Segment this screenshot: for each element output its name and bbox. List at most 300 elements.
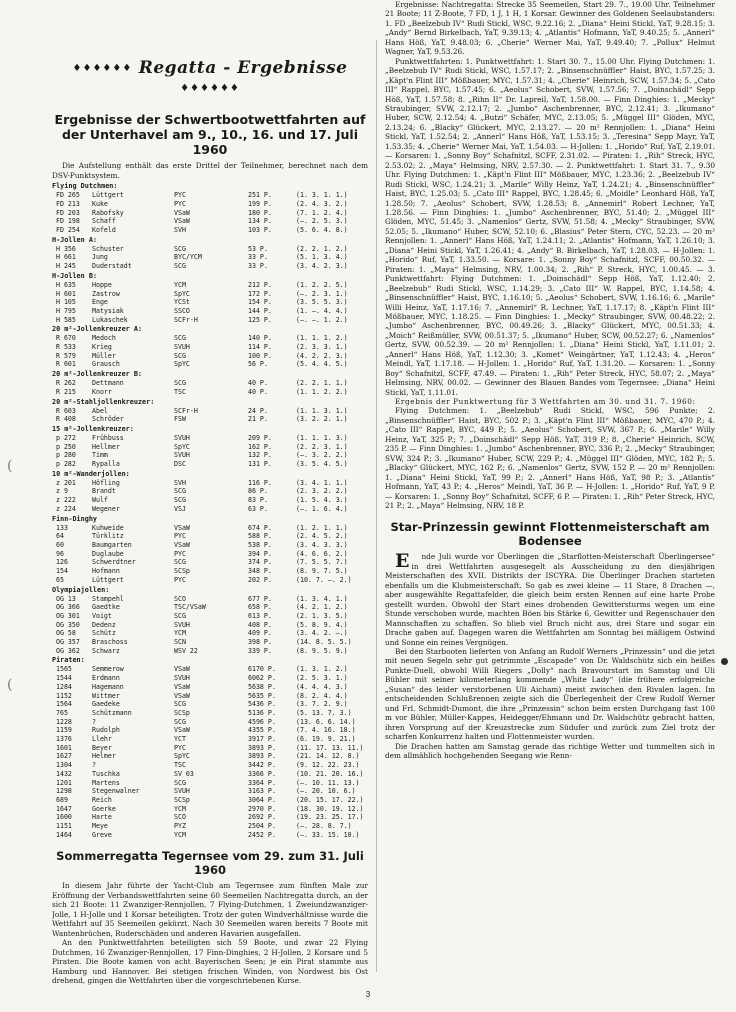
- article2-subheading: Ergebnis der Punktwertung für 3 Wettfahrten am 30. und 31. 7. 1960:: [395, 397, 696, 407]
- points: 132 P.: [248, 451, 272, 460]
- table-row: [52, 307, 368, 316]
- points: 53 P.: [248, 244, 268, 253]
- table-row: [52, 262, 368, 271]
- helmsman: Schwarz: [92, 646, 120, 655]
- table-row: [52, 805, 368, 814]
- placings: (10. 7. —. 2.): [296, 575, 352, 584]
- sail-number: H 661: [56, 253, 76, 262]
- sail-number: FD 265: [56, 191, 80, 200]
- class-heading: H-Jollen B:: [52, 271, 98, 280]
- helmsman: Rypalla: [92, 460, 120, 469]
- helmsman: Hagemann: [92, 682, 124, 691]
- placings: (5. 6. 4. 8.): [296, 226, 348, 234]
- helmsman: Martens: [92, 778, 120, 787]
- club: PYC: [174, 532, 186, 541]
- club: SVH: [174, 226, 186, 234]
- helmsman: Baumgarten: [92, 540, 132, 549]
- helmsman: Frühbuss: [92, 433, 124, 442]
- helmsman: Kuhweide: [92, 523, 124, 532]
- points: 5136 P.: [248, 708, 276, 717]
- table-row: [52, 434, 368, 443]
- table-row: [52, 217, 368, 226]
- club: SpYC: [174, 752, 190, 761]
- sail-number: 1284: [56, 682, 72, 691]
- placings: (2. 3. 2. 2.): [296, 487, 348, 496]
- sail-number: 1600: [56, 813, 72, 822]
- club: VSaW: [174, 726, 190, 735]
- points: 199 P.: [248, 199, 272, 208]
- sail-number: 64: [56, 532, 64, 541]
- points: 674 P.: [248, 523, 272, 532]
- placings: (10. 21. 20. 16.): [296, 769, 364, 778]
- article3-paragraph: Die Drachen hatten am Samstag gerade das richtige Wetter und tummelten sich in dem allmählich hochgehenden Seegang wie Renn-: [385, 741, 715, 760]
- points: 3163 P.: [248, 787, 276, 796]
- right-column: [385, 0, 715, 1000]
- points: 2452 P.: [248, 830, 276, 839]
- table-row: [52, 281, 368, 290]
- sail-number: 1228: [56, 717, 72, 726]
- table-row: [52, 770, 368, 779]
- club: SCN: [174, 638, 186, 647]
- points: 658 P.: [248, 603, 272, 612]
- helmsman: Braschoss: [92, 638, 128, 647]
- placings: (7. 5. 5. 7.): [296, 558, 348, 567]
- article2-paragraph: Flying Dutchmen: 1. „Beelzebub“ Rudi Stickl, WSC, 596 Punkte; 2. „Binsenschnüffler“ Haist, BYC, 502 P.; 3. „Käpt'n Flint III“ Mößbauer, MYC, 470 P.; 4. „Cato III“ Rappel, BYC, 449 P.; 5. „Aeolus“ Schobert, SVW, 367 P.; 6. „Marile“ Willy Heinz, YaT, 325 P.; 7. „Doinschädl“ Sepp Höß, YaT, 319 P.; 8. „Cherie“ Heinrich, SCW, 235 P. — Finn Dinghies: 1. „Jumbo“ Aschenbrenner, BYC, 336 P.; 2. „Mecky“ Straubinger, SVW, 324 P.; 3. „Ikumano“ Huber, SCW, 229 P.; 4. „Müggel III“ Glöden, MYC, 182 P.; 5. „Blacky“ Glückert, MYC, 162 P.; 6. „Namenlos“ Gertz, SVW, 152 P. — 20 m² Rennjollen: 1. „Diana“ Heini Stickl, YaT, 99 P.; 2. „Annerl“ Hans Höß, YaT, 98 P.; 3. „Atlantis“ Hofmann, YaT, 43 P.; 4. „Heros“ Meindl, YaT, 36 P. — H-Jollen: 1. „Horido“ Ruf, YaT, 9 P. — Korsaren: 1. „Sonny Boy“ Schafnitzl, SCFF, 6 P. — Piraten: 1. „Rih“ Peter Streck, HYC, 21 P.; 2. „Maya“ Helmsing, NRV, 18 P.: [385, 406, 715, 511]
- helmsman: Schaff: [92, 217, 116, 226]
- sail-number: 133: [56, 523, 68, 532]
- table-row: [52, 487, 368, 496]
- sail-number: OG 350: [56, 620, 80, 629]
- class-heading: H-Jollen A:: [52, 235, 98, 244]
- sail-number: 1647: [56, 804, 72, 813]
- helmsman: Voigt: [92, 611, 112, 620]
- club: PYC: [174, 743, 186, 752]
- sail-number: H 585: [56, 315, 76, 324]
- placings: (—. 1. 6. 4.): [296, 504, 348, 513]
- points: 394 P.: [248, 549, 272, 558]
- placings: (21. 14. 12. 8.): [296, 752, 360, 761]
- table-row: [52, 379, 368, 388]
- club: TSC: [174, 387, 186, 396]
- helmsman: Gaedtke: [92, 603, 120, 612]
- sail-number: OG 366: [56, 603, 80, 612]
- regatta-masthead: [52, 58, 368, 98]
- table-row: [52, 674, 368, 683]
- placings: (2. 4. 5. 2.): [296, 532, 348, 541]
- club: SVUH: [174, 787, 190, 796]
- table-row: [52, 744, 368, 753]
- points: 162 P.: [248, 442, 272, 451]
- masthead-stars-right: ♦♦♦♦♦♦: [180, 83, 240, 94]
- helmsman: Krieg: [92, 343, 112, 352]
- table-row: [52, 226, 368, 235]
- sail-number: OG 362: [56, 646, 80, 655]
- sail-number: OG 58: [56, 629, 76, 638]
- table-row: [52, 343, 368, 352]
- class-heading: Olympiajollen:: [52, 585, 110, 594]
- sail-number: 1565: [56, 665, 72, 674]
- table-row: [52, 334, 368, 343]
- points: 2970 P.: [248, 804, 276, 813]
- sail-number: R 533: [56, 343, 76, 352]
- article1-title: Ergebnisse der Schwertbootwettfahrten auf der Unterhavel am 9., 10., 16. und 17. Juli 1960: [54, 112, 366, 157]
- table-row: [52, 629, 368, 638]
- points: 63 P.: [248, 504, 268, 513]
- helmsman: Wegener: [92, 504, 120, 513]
- points: 21 P.: [248, 415, 268, 424]
- placings: (4. 6. 6. 2.): [296, 549, 348, 558]
- helmsman: Matysiak: [92, 306, 124, 315]
- sail-number: R 601: [56, 360, 76, 369]
- club: SCG: [174, 700, 186, 709]
- points: 33 P.: [248, 253, 268, 262]
- sail-number: z 201: [56, 478, 76, 487]
- helmsman: ?: [92, 717, 96, 726]
- sail-number: p 250: [56, 442, 76, 451]
- placings: (14. 8. 5. 5.): [296, 638, 352, 647]
- sail-number: H 105: [56, 298, 76, 307]
- table-row: [52, 558, 368, 567]
- placings: (1. 1. 2. 2.): [296, 387, 348, 396]
- sail-number: 1304: [56, 761, 72, 770]
- sail-number: R 262: [56, 379, 76, 388]
- club: SCG: [174, 778, 186, 787]
- helmsman: Dettmann: [92, 379, 124, 388]
- points: 209 P.: [248, 433, 272, 442]
- results-list: [52, 182, 368, 839]
- sail-number: 765: [56, 708, 68, 717]
- club: BYC/YCM: [174, 253, 202, 262]
- placings: (2. 2. 1. 1.): [296, 379, 348, 388]
- club: SVUH: [174, 451, 190, 460]
- club: SpYC: [174, 442, 190, 451]
- helmsman: Stampehl: [92, 594, 124, 603]
- table-row: [52, 451, 368, 460]
- placings: (1. 1. 1. 2.): [296, 334, 348, 343]
- margin-mark-top: (: [7, 458, 13, 474]
- placings: (8. 9. 5. 9.): [296, 646, 348, 655]
- club: VSJ: [174, 504, 186, 513]
- points: 116 P.: [248, 478, 272, 487]
- sail-number: 1544: [56, 674, 72, 683]
- placings: (—. 20. 10. 6.): [296, 787, 356, 796]
- table-row: [52, 735, 368, 744]
- club: VSaW: [174, 208, 190, 217]
- club: YCM: [174, 629, 186, 638]
- class-heading: 10 m²-Wanderjollen:: [52, 469, 130, 478]
- results-table: [52, 434, 368, 469]
- placings: (3. 5. 4. 5.): [296, 460, 348, 469]
- article2-paragraph: Punktwettfahrten: 1. Punktwettfahrt: 1. Start 30. 7., 15.00 Uhr. Flying Dutchmen: 1. „Beelzebub IV“ Rudi Stickl, WSC, 1.57.17; 2. „Binsenschnüffler“ Haist, BYC, 1.57.25; 3. „Käpt'n Flint III“ Mößbauer, MYC, 1.57.31; 4. „Cherie“ Heinrich, SCW, 1.57.34; 5. „Cato III“ Rappel, BYC, 1.57.45; 6. „Aeolus“ Schobert, SVW, 1.57.56; 7. „Doinschädl“ Sepp Höß, YaT, 1.57.58; 8. „Rihn II“ Dr. Lapreil, YaT, 1.58.00. — Finn Dinghies: 1. „Mecky“ Straubinger, SVW, 2.12.17; 2. „Jumbo“ Aschenbrenner, BYC, 2.12.41; 3. „Ikumano“ Huber, SCW, 2.12.54; 4. „Butzi“ Schäfer, MYC, 2.13.05; 5. „Müggel III“ Glöden, MYC, 2.13.24; 6. „Blacky“ Glückert, MYC, 2.13.27. — 20 m² Rennjollen: 1. „Diana“ Heini Stickl, YaT, 1.52.54; 2. „Annerl“ Hans Höß, YaT, 1.53.15; 3. „Teresina“ Sepp Mayr, YaT, 1.53.35; 4. „Cherie“ Werner Mai, YaT, 1.54.03. — H-Jollen: 1. „Horido“ Ruf, YaT, 2.19.01. — Korsaren: 1. „Sonny Boy“ Schafnitzl, SCFF, 2.31.02. — Piraten: 1. „Rih“ Streck, HYC, 2.53.02; 2. „Maya“ Helmsing, NRV, 2.57.30. — 2. Punktwettfahrt: 1. Start 31. 7., 9.30 Uhr. Flying Dutchmen: 1. „Käpt'n Flint III“ Mößbauer, MYC, 1.23.36; 2. „Beelzebub IV“ Rudi Stickl, WSC, 1.24.21; 3. „Marile“ Willy Heinz, YaT, 1.24.21; 4. „Binsenschnüffler“ Haist, BYC, 1.25.03; 5. „Cato III“ Rappel, BYC, 1.28.45; 6. „Moidle“ Leonhard Höß, YaT, 1.28.50; 7. „Aeolus“ Schobert, SVW, 1.28.53; 8. „Annemirl“ Robert Lechner, YaT, 1.28.56. — Finn Dinghies: 1. „Jumbo“ Aschenbrenner, BYC, 51.40; 2. „Müggel III“ Glöden, MYC, 51.45; 3. „Namenlos“ Gertz, SVW, 51.58; 4. „Mecky“ Straubinger, SVW, 52.05; 5. „Ikumano“ Huber, SCW, 52.10; 6. „Blasius“ Peter Stern, CYC, 52.23. — 20 m² Rennjollen: 1. „Annerl“ Hans Höß, YaT, 1.24.11; 2. „Atlantis“ Hofmann, YaT, 1.26.10; 3. „Diana“ Heini Stickl, YaT, 1.26.41; 4. „Andy“ B. Birkelbach, YaT, 1.28.03. — H-Jollen: 1. „Horido“ Ruf, YaT, 1.33.50. — Korsare: 1. „Sonny Boy“ Schafnitzl, SCFF, 00.50.32. — Piraten: 1. „Maya“ Helmsing, NRV, 1.00.34; 2. „Rih“ P. Streck, HYC, 1.00.45. — 3. Punktwettfahrt: Flying Dutchmen: 1. „Doinschädl“ Sepp Höß, YaT, 1.12.40; 2. „Beelzebub“ Rudi Stickl, WSC, 1.14.29; 3. „Cato III“ W. Rappel, BYC, 1.14.58; 4. „Binsenschnüffler“ Haist, BYC, 1.16.10; 5. „Aeolus“ Schobert, SVW, 1.16.16; 6. „Marile“ Willi Heinz, YaT, 1.17.16; 7. „Annemirl“ R. Lechner, YaT, 1.17.17; 8. „Käpt'n Flint III“ Mößbauer, MYC, 1.18.25. — Finn Dinghies: 1. „Mecky“ Straubinger, SVW, 00.48.22; 2. „Jumbo“ Aschenbrenner, BYC, 00.49.26; 3. „Blacky“ Glückert, MYC, 00.51.33; 4. „Moich“ Reißmüller, SVW, 00.51.37; 5. „Ikumano“ Huber, SCW, 00.52.27; 6. „Namenlos“ Gertz, SVW, 00.52.39. — 20 m² Rennjollen: 1. „Diana“ Heini Stickl, YaT, 1.11.01; 2. „Annerl“ Hans Höß, YaT, 1.12.30; 3. „Komet“ Weingärtner, YaT, 1.12.43; 4. „Heros“ Meindl, YaT, 1.17.18. — H-Jollen: 1. „Horido“ Ruf, YaT, 1.31.20. — Korsaren: 1. „Sonny Boy“ Schafnitzl, SCFF, 47.49. — Piraten: 1. „Rih“ Peter Streck, HYC, 58.07; 2. „Maya“ Helmsing, NRV, 00.02. — Gewinner des Blauen Bandes vom Tegernsee: „Diana“ Heini Stickl, YaT, 1.11.01.: [385, 56, 715, 397]
- helmsman: Gaedeke: [92, 700, 120, 709]
- placings: (3. 7. 2. 9.): [296, 700, 348, 709]
- table-row: [52, 496, 368, 505]
- article2-title: Sommerregatta Tegernsee vom 29. zum 31. Juli 1960: [56, 849, 364, 878]
- placings: (2. 2. 3. 1.): [296, 442, 348, 451]
- helmsman: Lüttgert: [92, 575, 124, 584]
- points: 212 P.: [248, 280, 272, 289]
- placings: (5. 8. 9. 4.): [296, 620, 348, 629]
- helmsman: Schützmann: [92, 708, 132, 717]
- helmsman: Wulf: [92, 496, 108, 505]
- sail-number: z 222: [56, 496, 76, 505]
- helmsman: Duderstadt: [92, 262, 132, 271]
- points: 374 P.: [248, 558, 272, 567]
- points: 398 P.: [248, 638, 272, 647]
- club: VSaW: [174, 691, 190, 700]
- club: SpYC: [174, 289, 190, 298]
- sail-number: R 408: [56, 415, 76, 424]
- helmsman: Knorr: [92, 387, 112, 396]
- sail-number: OG 357: [56, 638, 80, 647]
- points: 677 P.: [248, 594, 272, 603]
- club: SV 03: [174, 769, 194, 778]
- points: 134 P.: [248, 217, 272, 226]
- sail-number: 96: [56, 549, 64, 558]
- class-heading: 20 m²-Jollenkreuzer B:: [52, 370, 143, 379]
- table-row: [52, 752, 368, 761]
- points: 24 P.: [248, 406, 268, 415]
- table-row: [52, 595, 368, 604]
- helmsman: Greve: [92, 830, 112, 839]
- table-row: [52, 700, 368, 709]
- club: SCG: [174, 487, 186, 496]
- table-row: [52, 407, 368, 416]
- placings: (—. 2. 5. 3.): [296, 217, 348, 226]
- helmsman: Rabofsky: [92, 208, 124, 217]
- helmsman: Schröder: [92, 415, 124, 424]
- placings: (13. 6. 6. 14.): [296, 717, 356, 726]
- points: 2692 P.: [248, 813, 276, 822]
- club: PYC: [174, 191, 186, 200]
- table-row: [52, 541, 368, 550]
- page-number: 3: [365, 990, 371, 999]
- helmsman: Hellmer: [92, 442, 120, 451]
- table-row: [52, 831, 368, 840]
- helmsman: Enge: [92, 298, 108, 307]
- sail-number: H 635: [56, 280, 76, 289]
- helmsman: Höfling: [92, 478, 120, 487]
- placings: (11. 17. 13. 11.): [296, 743, 364, 752]
- helmsman: Jung: [92, 253, 108, 262]
- sail-number: 1564: [56, 700, 72, 709]
- club: VSaW: [174, 523, 190, 532]
- helmsman: Reich: [92, 795, 112, 804]
- table-row: [52, 576, 368, 585]
- sail-number: 689: [56, 795, 68, 804]
- article1-intro: Die Aufstellung enthält das erste Drittel der Teilnehmer, berechnet nach dem DSV-Punktsystem.: [52, 161, 368, 180]
- sail-number: 1298: [56, 787, 72, 796]
- placings: (18. 30. 19. 12.): [296, 804, 364, 813]
- placings: (2. 2. 1. 2.): [296, 244, 348, 253]
- club: SVUH: [174, 620, 190, 629]
- points: 114 P.: [248, 343, 272, 352]
- points: 40 P.: [248, 387, 268, 396]
- helmsman: Helmer: [92, 752, 116, 761]
- sail-number: 126: [56, 558, 68, 567]
- placings: (3. 5. 5. 3.): [296, 298, 348, 307]
- results-table: [52, 191, 368, 235]
- points: 172 P.: [248, 289, 272, 298]
- placings: (2. 4. 3. 2.): [296, 199, 348, 208]
- table-row: [52, 718, 368, 727]
- points: 6170 P.: [248, 665, 276, 674]
- helmsman: Wittmer: [92, 691, 120, 700]
- helmsman: Lüttgert: [92, 191, 124, 200]
- table-row: [52, 787, 368, 796]
- points: 408 P.: [248, 620, 272, 629]
- placings: (—. 3. 2. 2.): [296, 451, 348, 460]
- helmsman: Dedenz: [92, 620, 116, 629]
- table-row: [52, 796, 368, 805]
- placings: (1. —. 4. 4.): [296, 306, 348, 315]
- table-row: [52, 550, 368, 559]
- sail-number: R 579: [56, 351, 76, 360]
- club: SCG: [174, 244, 186, 253]
- club: PYC: [174, 549, 186, 558]
- sail-number: 1601: [56, 743, 72, 752]
- helmsman: Llehr: [92, 735, 112, 744]
- helmsman: Hoppe: [92, 280, 112, 289]
- points: 125 P.: [248, 315, 272, 324]
- sail-number: 1159: [56, 726, 72, 735]
- table-row: [52, 683, 368, 692]
- helmsman: Beyer: [92, 743, 112, 752]
- sail-number: 1151: [56, 822, 72, 831]
- helmsman: Medoch: [92, 334, 116, 343]
- table-row: [52, 709, 368, 718]
- points: 40 P.: [248, 379, 268, 388]
- class-heading: 20 m²-Jollenkreuzer A:: [52, 325, 143, 334]
- placings: (2. 3. 3. 1.): [296, 343, 348, 352]
- placings: (8. 9. 7. 5.): [296, 567, 348, 576]
- club: SCSp: [174, 708, 190, 717]
- table-row: [52, 415, 368, 424]
- points: 6062 P.: [248, 674, 276, 683]
- club: YCM: [174, 830, 186, 839]
- placings: (—. 33. 15. 10.): [296, 830, 360, 839]
- placings: (20. 15. 17. 22.): [296, 795, 364, 804]
- placings: (7. 4. 16. 18.): [296, 726, 356, 735]
- club: SCG: [174, 558, 186, 567]
- club: SCG: [174, 379, 186, 388]
- points: 56 P.: [248, 360, 268, 369]
- article3-paragraph: Ende Juli wurde vor Überlingen die „Starflotten-Meisterschaft Überlingersee“ in drei Wettfahrten ausgesegelt als Ausscheidung zu den diesjährigen Meisterschaften des XVII. Distrikts der ISCYRA. Die Überlinger Drachen starteten ebenfalls um die Klubmeisterschaft. So gab es zwei kleine — 11 Stare, 8 Drachen —, aber ausgewählte Regattafelder, die gleich beim ersten Rennen auf eine harte Probe gestellt wurden. Obwohl der Start eines drohenden Gewittersturms wegen um eine Stunde verschoben wurde, machten Böen bis Stärke 6, Gewitter und Regenschauer den Mannschaften zu schaffen. So blieb viel Bruch nicht aus, drei Stare und sogar ein Drache gaben auf. Dagegen waren die Wettfahrten am Sonntag bei mäßigem Ostwind und Sonne ein reines Vergnügen.: [385, 550, 715, 647]
- table-row: [52, 316, 368, 325]
- points: 339 P.: [248, 646, 272, 655]
- points: 2504 P.: [248, 822, 276, 831]
- points: 154 P.: [248, 298, 272, 307]
- sail-number: 60: [56, 540, 64, 549]
- helmsman: Brandt: [92, 487, 116, 496]
- club: SCFr-H: [174, 315, 198, 324]
- placings: (5. 1. 3. 4.): [296, 253, 348, 262]
- sail-number: z 9: [56, 487, 68, 496]
- class-heading: Finn-Dinghy: [52, 514, 98, 523]
- points: 3442 P.: [248, 761, 276, 770]
- club: TSC/VSaW: [174, 603, 206, 612]
- club: SCO: [174, 813, 186, 822]
- club: SCG: [174, 496, 186, 505]
- club: SVH: [174, 478, 186, 487]
- sail-number: H 356: [56, 244, 76, 253]
- points: 144 P.: [248, 306, 272, 315]
- helmsman: Goerke: [92, 804, 116, 813]
- placings: (7. 1. 2. 4.): [296, 208, 348, 217]
- helmsman: Abel: [92, 406, 108, 415]
- points: 5436 P.: [248, 700, 276, 709]
- club: DSC: [174, 460, 186, 469]
- placings: (1. 1. 1. 3.): [296, 433, 348, 442]
- placings: (3. 4. 3. 3.): [296, 540, 348, 549]
- points: 4355 P.: [248, 726, 276, 735]
- table-row: [52, 443, 368, 452]
- placings: (9. 12. 22. 23.): [296, 761, 360, 770]
- club: SVUH: [174, 343, 190, 352]
- placings: (8. 2. 4. 4.): [296, 691, 348, 700]
- binder-hole: [721, 658, 728, 665]
- placings: (1. 3. 1. 1.): [296, 191, 348, 200]
- sail-number: 1201: [56, 778, 72, 787]
- points: 202 P.: [248, 575, 272, 584]
- sail-number: FD 213: [56, 199, 80, 208]
- club: SCSp: [174, 567, 190, 576]
- placings: (1. 2. 2. 5.): [296, 280, 348, 289]
- points: 5635 P.: [248, 691, 276, 700]
- class-heading: Piraten:: [52, 656, 85, 665]
- helmsman: Meye: [92, 822, 108, 831]
- sail-number: 154: [56, 567, 68, 576]
- table-row: [52, 253, 368, 262]
- club: SCG: [174, 717, 186, 726]
- table-row: [52, 603, 368, 612]
- club: VSaW: [174, 665, 190, 674]
- club: SCG: [174, 262, 186, 271]
- club: YCT: [174, 735, 186, 744]
- club: SCG: [174, 334, 186, 343]
- points: 613 P.: [248, 611, 272, 620]
- placings: (1. 3. 4. 1.): [296, 594, 348, 603]
- club: PYC: [174, 199, 186, 208]
- sail-number: H 795: [56, 306, 76, 315]
- points: 33 P.: [248, 262, 268, 271]
- points: 5638 P.: [248, 682, 276, 691]
- results-table: [52, 479, 368, 514]
- table-row: [52, 245, 368, 254]
- club: WSV 22: [174, 646, 198, 655]
- article2-paragraph: Ergebnisse: Nachtregatta: Strecke 35 Seemeilen, Start 29. 7., 19.00 Uhr. Teilnehmer 21 Boote; 11 Z-Boote, 7 FD, 1 J, 1 H, 1 Korsar. Gewinner des Goldenen Seelaubstanders: 1. FD „Beelzebub IV“ Rudi Stickl, WSC, 9.22.16; 2. „Diana“ Heini Stickl, YaT, 9.28.15; 3. „Andy“ Bernd Birkelbach, YaT, 9.39.13; 4. „Atlantis“ Hofmann, YaT, 9.40.25; 5. „Annerl“ Hans Höß, YaT, 9.48.03; 6. „Cherie“ Werner Mai, YaT, 9.49.40; 7. „Pollux“ Helmut Wagner, YaT, 9.53.26.: [385, 0, 715, 57]
- club: SCO: [174, 594, 186, 603]
- helmsman: Müller: [92, 351, 116, 360]
- points: 3364 P.: [248, 778, 276, 787]
- helmsman: Türklitz: [92, 532, 124, 541]
- placings: (4. 2. 1. 2.): [296, 603, 348, 612]
- helmsman: Schwerdtner: [92, 558, 136, 567]
- helmsman: Stegenwalner: [92, 787, 140, 796]
- helmsman: Schuster: [92, 244, 124, 253]
- sail-number: 1152: [56, 691, 72, 700]
- sail-number: p 280: [56, 451, 76, 460]
- table-row: [52, 505, 368, 514]
- club: VSaW: [174, 682, 190, 691]
- sail-number: R 603: [56, 406, 76, 415]
- placings: (3. 4. 1. 1.): [296, 478, 348, 487]
- table-row: [52, 822, 368, 831]
- sail-number: FD 203: [56, 208, 80, 217]
- club: SVUH: [174, 674, 190, 683]
- placings: (19. 23. 25. 17.): [296, 813, 364, 822]
- results-table: [52, 245, 368, 271]
